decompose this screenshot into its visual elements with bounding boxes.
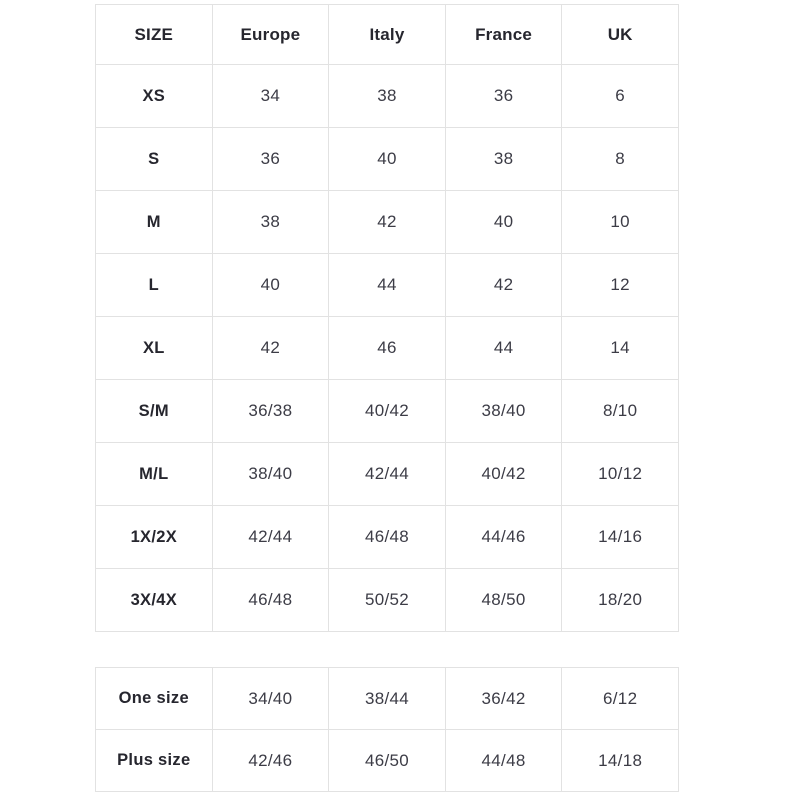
value-cell-italy: 38/44 [329, 668, 446, 730]
table-row-s [96, 128, 679, 191]
value-cell-europe: 34 [212, 65, 329, 128]
size-label: XL [96, 317, 213, 380]
value-cell-france: 40 [445, 191, 562, 254]
table-row-xl [96, 317, 679, 380]
value-cell-europe: 42/46 [212, 730, 329, 792]
value-cell-france: 40/42 [445, 443, 562, 506]
value-cell-uk: 8 [562, 128, 679, 191]
size-label: L [96, 254, 213, 317]
value-cell-europe: 38 [212, 191, 329, 254]
value-cell-france: 42 [445, 254, 562, 317]
size-label: 3X/4X [96, 569, 213, 632]
size-label: XS [96, 65, 213, 128]
value-cell-europe: 42 [212, 317, 329, 380]
value-cell-france: 44 [445, 317, 562, 380]
table-row-3x-4x [96, 569, 679, 632]
value-cell-uk: 8/10 [562, 380, 679, 443]
value-cell-italy: 42/44 [329, 443, 446, 506]
value-cell-france: 44/46 [445, 506, 562, 569]
value-cell-france: 48/50 [445, 569, 562, 632]
value-cell-uk: 10/12 [562, 443, 679, 506]
table-row-xs [96, 65, 679, 128]
header-cell-uk: UK [562, 5, 679, 65]
table-row-m-l [96, 443, 679, 506]
value-cell-europe: 38/40 [212, 443, 329, 506]
header-cell-france: France [445, 5, 562, 65]
value-cell-italy: 46/48 [329, 506, 446, 569]
value-cell-uk: 6 [562, 65, 679, 128]
table-row-s-m [96, 380, 679, 443]
header-cell-europe: Europe [212, 5, 329, 65]
table-row-one-size [96, 668, 679, 730]
value-cell-europe: 40 [212, 254, 329, 317]
table-row-l [96, 254, 679, 317]
value-cell-uk: 10 [562, 191, 679, 254]
value-cell-italy: 40/42 [329, 380, 446, 443]
value-cell-uk: 6/12 [562, 668, 679, 730]
value-cell-italy: 46/50 [329, 730, 446, 792]
value-cell-europe: 36/38 [212, 380, 329, 443]
value-cell-france: 38/40 [445, 380, 562, 443]
size-label: Plus size [96, 730, 213, 792]
size-conversion-table [95, 4, 679, 632]
value-cell-france: 44/48 [445, 730, 562, 792]
value-cell-italy: 42 [329, 191, 446, 254]
value-cell-france: 36 [445, 65, 562, 128]
table-row-plus-size [96, 730, 679, 792]
value-cell-europe: 42/44 [212, 506, 329, 569]
value-cell-france: 36/42 [445, 668, 562, 730]
value-cell-uk: 14/16 [562, 506, 679, 569]
value-cell-italy: 38 [329, 65, 446, 128]
size-label: M [96, 191, 213, 254]
size-label: M/L [96, 443, 213, 506]
value-cell-uk: 14/18 [562, 730, 679, 792]
size-label: One size [96, 668, 213, 730]
value-cell-france: 38 [445, 128, 562, 191]
value-cell-italy: 50/52 [329, 569, 446, 632]
value-cell-italy: 40 [329, 128, 446, 191]
table-row-m [96, 191, 679, 254]
special-sizes-table [95, 667, 679, 792]
value-cell-uk: 18/20 [562, 569, 679, 632]
value-cell-europe: 46/48 [212, 569, 329, 632]
header-cell-italy: Italy [329, 5, 446, 65]
size-label: S [96, 128, 213, 191]
value-cell-europe: 34/40 [212, 668, 329, 730]
size-label: S/M [96, 380, 213, 443]
value-cell-uk: 12 [562, 254, 679, 317]
value-cell-italy: 46 [329, 317, 446, 380]
table-row-1x-2x [96, 506, 679, 569]
value-cell-italy: 44 [329, 254, 446, 317]
header-cell-size: SIZE [96, 5, 213, 65]
value-cell-europe: 36 [212, 128, 329, 191]
header-row [96, 5, 679, 65]
value-cell-uk: 14 [562, 317, 679, 380]
size-label: 1X/2X [96, 506, 213, 569]
